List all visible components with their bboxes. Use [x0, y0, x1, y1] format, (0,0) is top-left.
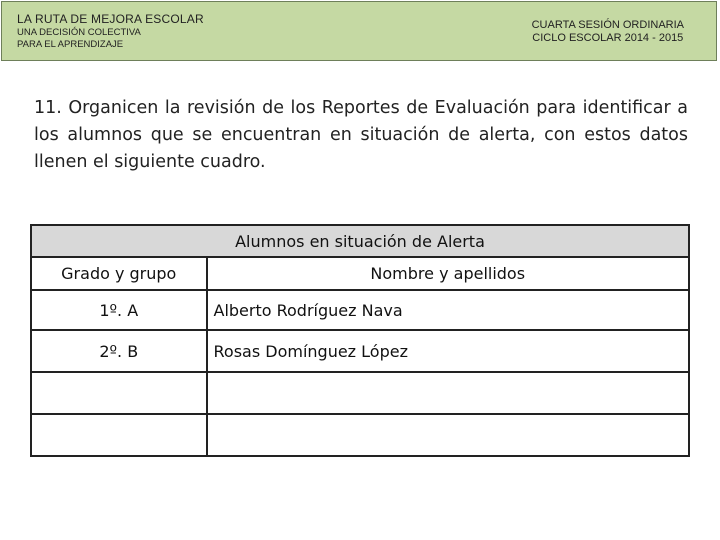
alert-table — [30, 224, 690, 457]
header-title: LA RUTA DE MEJORA ESCOLAR — [17, 12, 204, 26]
header-left — [17, 12, 204, 50]
name-cell[interactable]: Alberto Rodríguez Nava — [207, 290, 690, 330]
name-cell[interactable] — [207, 372, 690, 414]
header-band — [1, 1, 717, 61]
session-label: CUARTA SESIÓN ORDINARIA — [531, 19, 684, 31]
table-header-row — [31, 257, 689, 290]
table-caption-row — [31, 225, 689, 257]
grade-cell[interactable]: 1º. A — [31, 290, 207, 330]
header-subtitle-1: UNA DECISIÓN COLECTIVA — [17, 27, 141, 38]
grade-cell[interactable] — [31, 414, 207, 456]
name-cell[interactable]: Rosas Domínguez López — [207, 330, 690, 372]
instruction-text: 11. Organicen la revisión de los Reportes de Evaluación para identificar a los alumnos que se encuentran en situación de alerta, con estos datos llenen el siguiente cuadro. — [34, 98, 688, 172]
column-header-name: Nombre y apellidos — [207, 257, 690, 290]
name-cell[interactable] — [207, 414, 690, 456]
header-right — [532, 19, 684, 45]
table-row — [31, 330, 689, 372]
table-row — [31, 414, 689, 456]
table-row — [31, 290, 689, 330]
cycle-label: CICLO ESCOLAR 2014 - 2015 — [532, 32, 684, 44]
column-header-grade: Grado y grupo — [31, 257, 207, 290]
grade-cell[interactable]: 2º. B — [31, 330, 207, 372]
table-caption: Alumnos en situación de Alerta — [31, 225, 689, 257]
header-subtitle-2: PARA EL APRENDIZAJE — [17, 39, 124, 50]
table-row — [31, 372, 689, 414]
grade-cell[interactable] — [31, 372, 207, 414]
